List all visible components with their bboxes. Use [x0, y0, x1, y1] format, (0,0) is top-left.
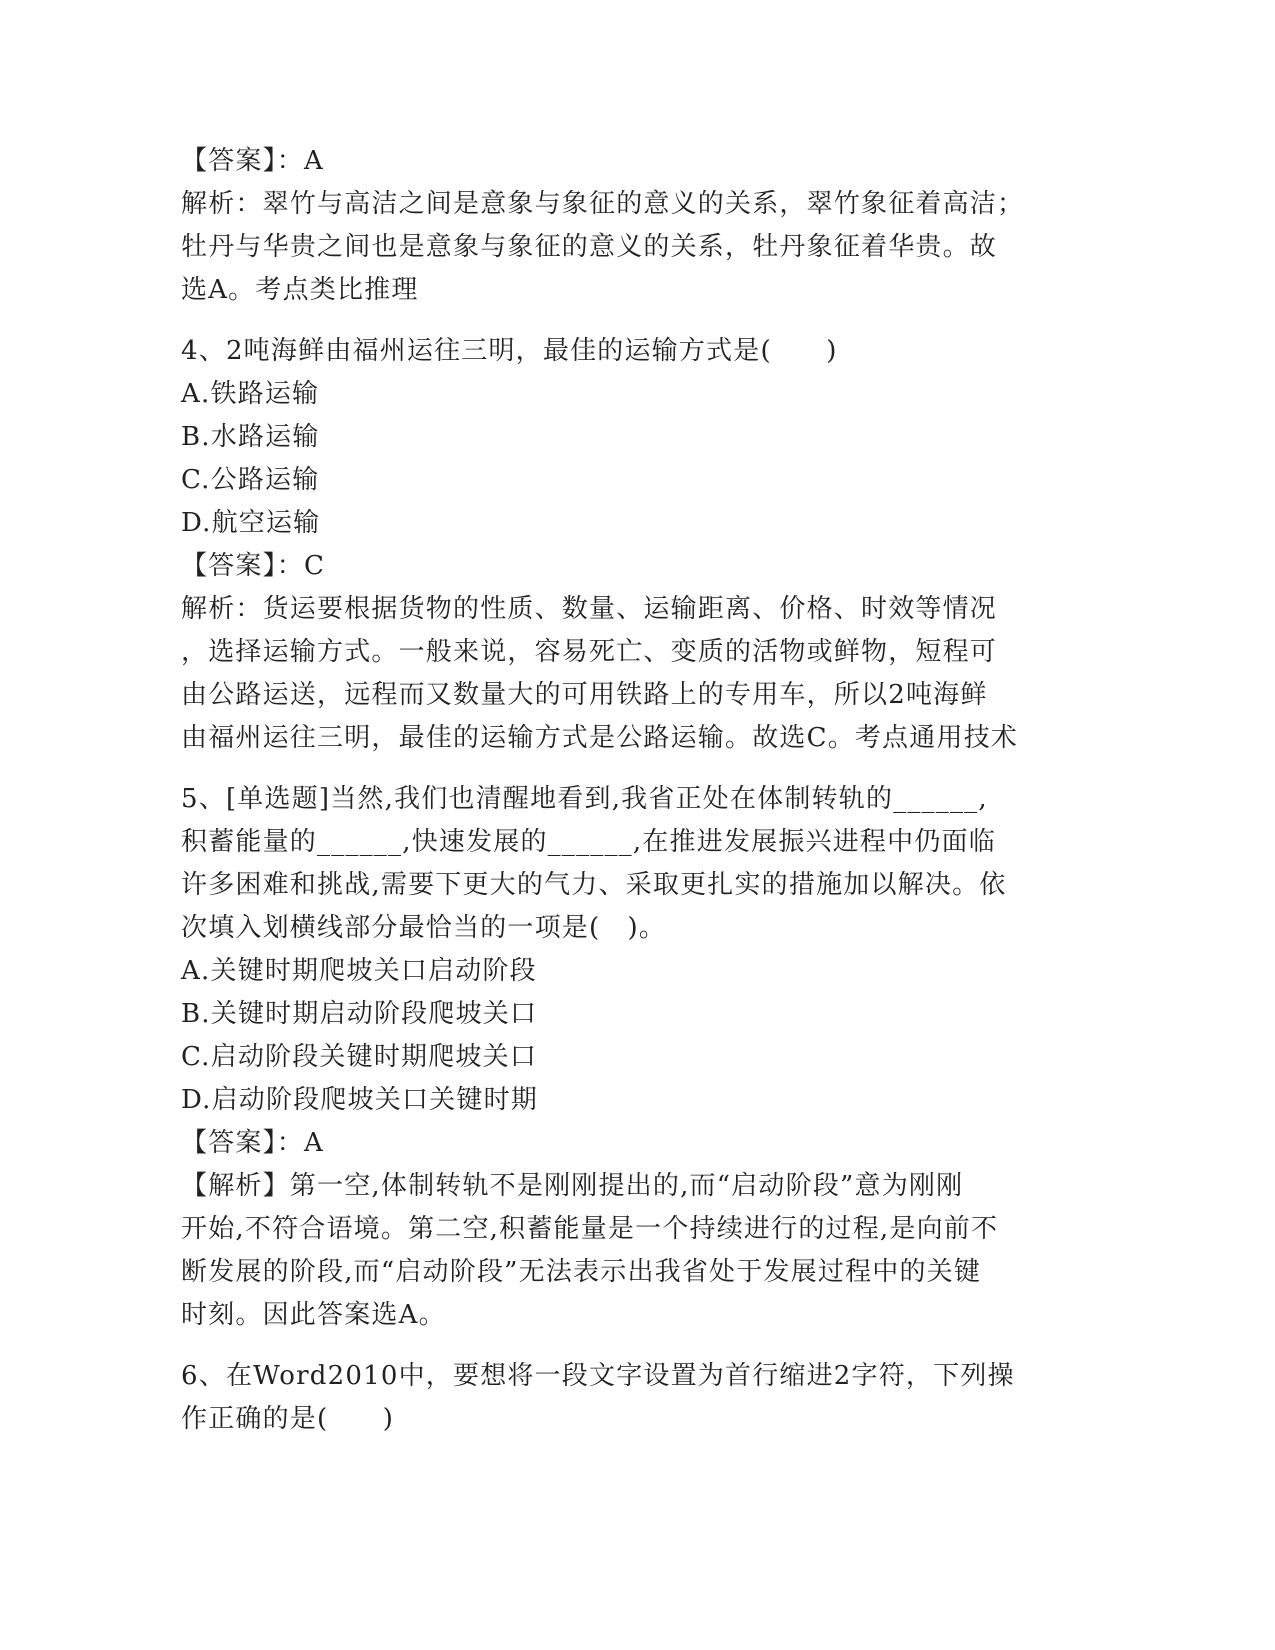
- q4-stem: 4、2吨海鲜由福州运往三明，最佳的运输方式是( ): [181, 336, 838, 366]
- q4-answer: 【答案】：C: [181, 551, 326, 581]
- question-5-section: [181, 778, 1061, 1337]
- q4-analysis-line: 由福州运往三明，最佳的运输方式是公路运输。故选C。考点通用技术: [181, 723, 1019, 753]
- q5-analysis-line: 【解析】第一空,体制转轨不是刚刚提出的,而“启动阶段”意为刚刚: [181, 1171, 964, 1201]
- q3-analysis-line: 牡丹与华贵之间也是意象与象征的意义的关系，牡丹象征着华贵。故: [181, 232, 998, 262]
- q5-option-d: D.启动阶段爬坡关口关键时期: [181, 1085, 538, 1115]
- question-3-section: [181, 140, 1061, 312]
- q5-stem-line: 5、[单选题]当然,我们也清醒地看到,我省正处在体制转轨的______,: [181, 784, 988, 814]
- q6-stem-line: 6、在Word2010中，要想将一段文字设置为首行缩进2字符，下列操: [181, 1361, 1015, 1391]
- question-6-section: [181, 1355, 1061, 1441]
- q5-stem-line: 次填入划横线部分最恰当的一项是( )。: [181, 913, 667, 943]
- section-spacer: [181, 312, 1061, 330]
- q3-analysis-line: 解析：翠竹与高洁之间是意象与象征的意义的关系，翠竹象征着高洁；: [181, 189, 1025, 219]
- q3-answer: 【答案】：A: [181, 146, 324, 176]
- document-content: [181, 140, 1061, 1441]
- q5-stem-line: 积蓄能量的______,快速发展的______,在推进发展振兴进程中仍面临: [181, 827, 996, 857]
- q4-option-a: A.铁路运输: [181, 379, 320, 409]
- q4-analysis-line: 由公路运送，远程而又数量大的可用铁路上的专用车，所以2吨海鲜: [181, 680, 988, 710]
- q4-option-d: D.航空运输: [181, 508, 321, 538]
- q3-analysis-line: 选A。考点类比推理: [181, 275, 419, 305]
- section-spacer: [181, 760, 1061, 778]
- section-spacer: [181, 1337, 1061, 1355]
- q5-analysis-line: 时刻。因此答案选A。: [181, 1300, 446, 1330]
- q5-answer: 【答案】：A: [181, 1128, 324, 1158]
- q4-analysis-line: 解析：货运要根据货物的性质、数量、运输距离、价格、时效等情况: [181, 594, 998, 624]
- q5-stem-line: 许多困难和挑战,需要下更大的气力、采取更扎实的措施加以解决。依: [181, 870, 1007, 900]
- q5-analysis-line: 开始,不符合语境。第二空,积蓄能量是一个持续进行的过程,是向前不: [181, 1214, 999, 1244]
- q5-option-c: C.启动阶段关键时期爬坡关口: [181, 1042, 538, 1072]
- q5-option-b: B.关键时期启动阶段爬坡关口: [181, 999, 538, 1029]
- q6-stem-line: 作正确的是( ): [181, 1404, 395, 1434]
- q4-option-c: C.公路运输: [181, 465, 320, 495]
- question-4-section: [181, 330, 1061, 760]
- q4-analysis-line: ，选择运输方式。一般来说，容易死亡、变质的活物或鲜物，短程可: [181, 637, 998, 667]
- q4-option-b: B.水路运输: [181, 422, 320, 452]
- q5-option-a: A.关键时期爬坡关口启动阶段: [181, 956, 537, 986]
- q5-analysis-line: 断发展的阶段,而“启动阶段”无法表示出我省处于发展过程中的关键: [181, 1257, 982, 1287]
